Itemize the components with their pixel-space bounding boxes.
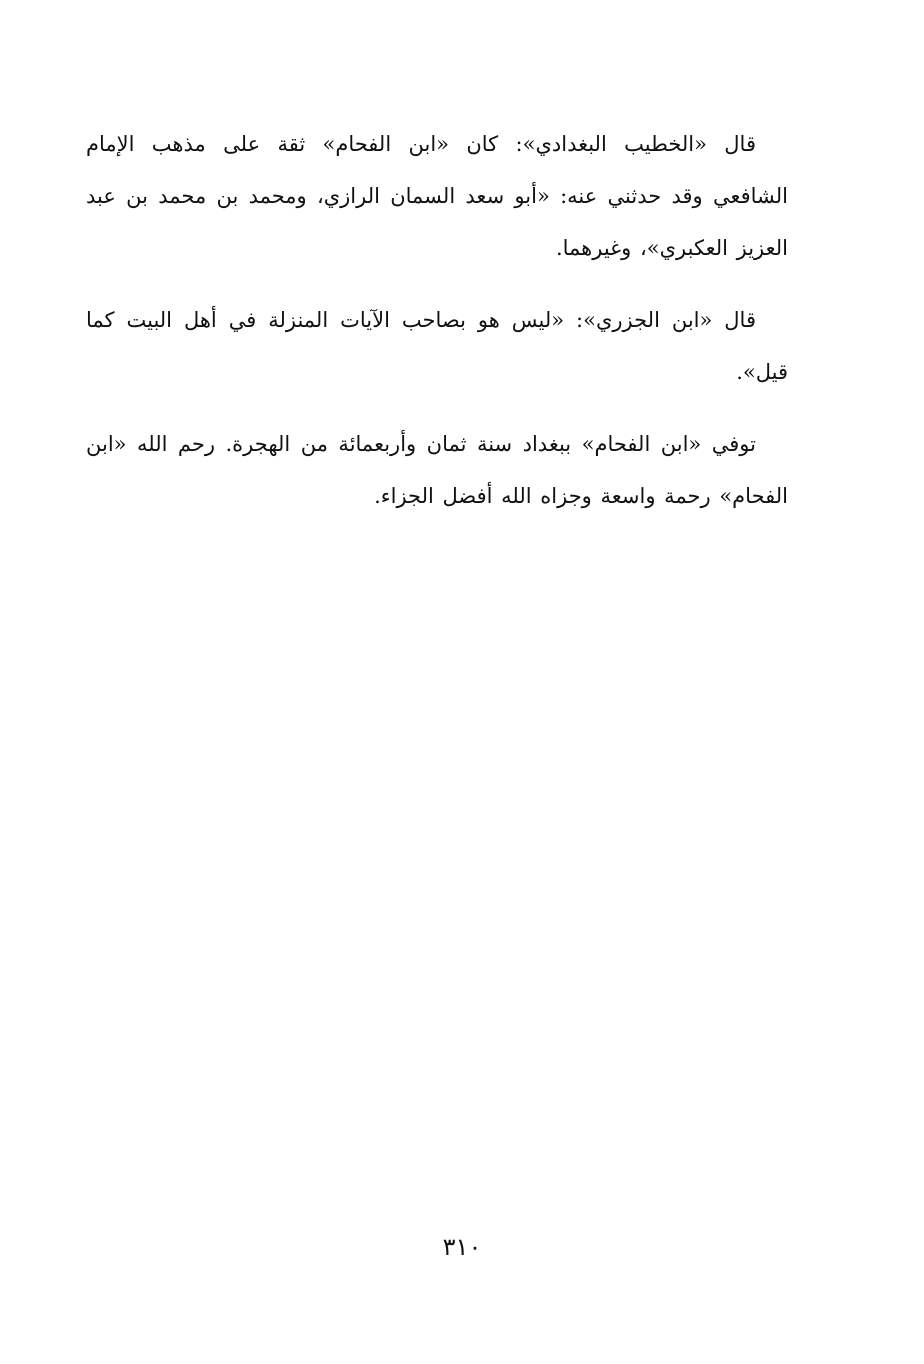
body-text	[86, 118, 788, 542]
paragraph-death-note: توفي «ابن الفحام» ببغداد سنة ثمان وأربعمائة من الهجرة. رحم الله «ابن الفحام» رحمة واسعة وجزاه الله أفضل الجزاء.	[86, 432, 788, 508]
paragraph-jazari-quote: قال «ابن الجزري»: «ليس هو بصاحب الآيات المنزلة في أهل البيت كما قيل».	[86, 308, 788, 384]
paragraph-khatib-quote: قال «الخطيب البغدادي»: كان «ابن الفحام» ثقة على مذهب الإمام الشافعي وقد حدثني عنه: «أبو سعد السمان الرازي، ومحمد بن محمد بن عبد العزيز العكبري»، وغيرهما.	[86, 132, 788, 260]
page-number: ٣١٠	[442, 1233, 482, 1261]
